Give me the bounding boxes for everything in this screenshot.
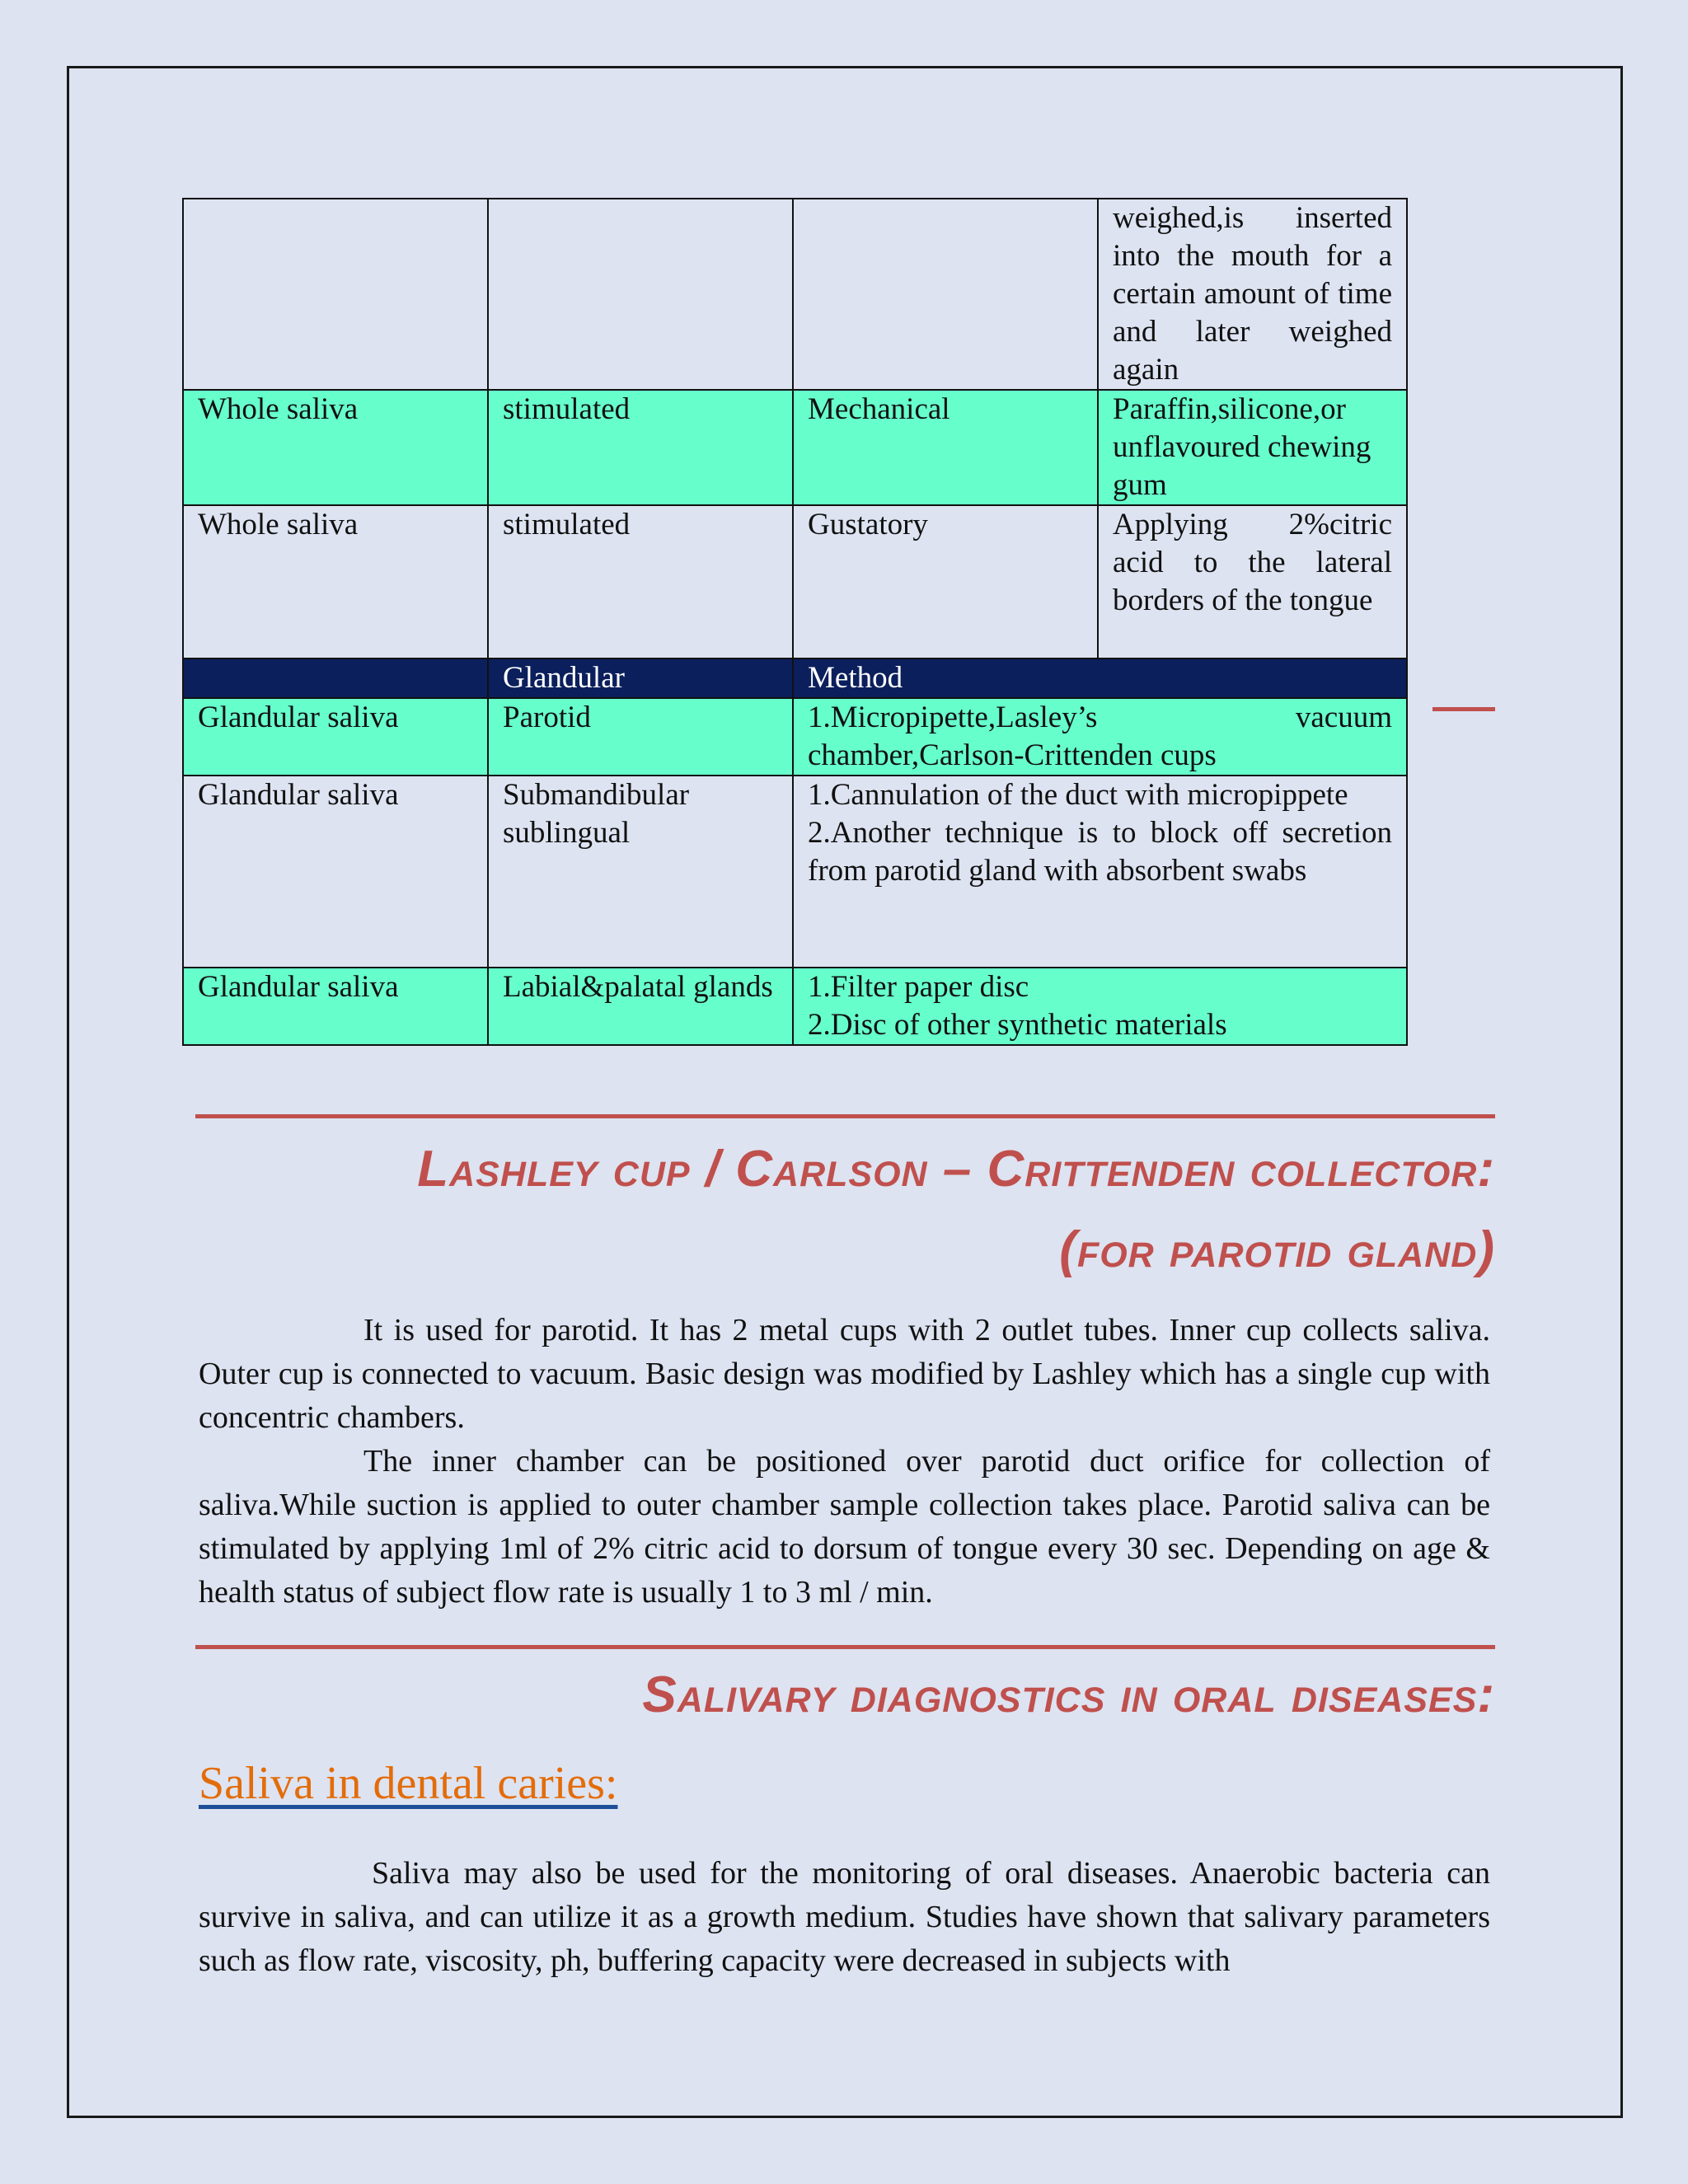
table-row xyxy=(183,776,1407,968)
method-line: 2.Disc of other synthetic materials xyxy=(808,1008,1227,1042)
table-header-cell: Glandular xyxy=(488,658,793,698)
table-header-row xyxy=(183,658,1407,698)
table-cell: Parotid xyxy=(488,698,793,776)
table-cell xyxy=(793,199,1098,390)
table-cell: Paraffin,silicone,or unflavoured chewing gum xyxy=(1098,390,1407,505)
table-row xyxy=(183,968,1407,1045)
table-cell: Submandibular sublingual xyxy=(488,776,793,968)
table-cell: Applying 2%citric acid to the lateral borders of the tongue xyxy=(1098,505,1407,658)
table-row xyxy=(183,390,1407,505)
section-heading-diagnostics: Salivary diagnostics in oral diseases: xyxy=(642,1666,1495,1723)
table-cell: Whole saliva xyxy=(183,505,488,658)
section-heading-lashley: Lashley cup / Carlson – Crittenden collector: (for parotid gland) xyxy=(417,1141,1495,1278)
table-cell xyxy=(488,199,793,390)
table-header-cell xyxy=(183,658,488,698)
table-cell xyxy=(183,199,488,390)
margin-dash xyxy=(1432,707,1495,711)
table-cell: Gustatory xyxy=(793,505,1098,658)
saliva-collection-table xyxy=(182,198,1408,1046)
method-line: 2.Another technique is to block off secretion from parotid gland with absorbent swabs xyxy=(808,816,1392,888)
table-cell: Glandular saliva xyxy=(183,776,488,968)
table-cell: stimulated xyxy=(488,390,793,505)
table-cell: 1.Micropipette,Lasley’s vacuum chamber,Carlson-Crittenden cups xyxy=(793,698,1407,776)
table-cell: Glandular saliva xyxy=(183,698,488,776)
table-cell: weighed,is inserted into the mouth for a certain amount of time and later weighed again xyxy=(1098,199,1407,390)
table-row xyxy=(183,698,1407,776)
table-cell: Whole saliva xyxy=(183,390,488,505)
method-line: 1.Cannulation of the duct with micropippete xyxy=(808,778,1348,812)
table-cell xyxy=(793,776,1407,968)
table-cell: Mechanical xyxy=(793,390,1098,505)
table-cell: stimulated xyxy=(488,505,793,658)
paragraph-dental-caries: Saliva may also be used for the monitoring of oral diseases. Anaerobic bacteria can survive in saliva, and can utilize it as a growth medium. Studies have shown that salivary parameters such as flow rate, viscosity, ph, buffering capacity were decreased in subjects with xyxy=(199,1856,1490,1978)
table-cell: Glandular saliva xyxy=(183,968,488,1045)
paragraph-lashley-2: The inner chamber can be positioned over parotid duct orifice for collection of saliva.While suction is applied to outer chamber sample collection takes place. Parotid saliva can be stimulated by applying 1ml of 2% citric acid to dorsum of tongue every 30 sec. Depending on age & health status of subject flow rate is usually 1 to 3 ml / min. xyxy=(199,1444,1490,1610)
table-cell: Labial&palatal glands xyxy=(488,968,793,1045)
subheading-dental-caries: Saliva in dental caries: xyxy=(199,1758,618,1809)
table-header-cell: Method xyxy=(793,658,1407,698)
table-row xyxy=(183,505,1407,658)
method-line: 1.Filter paper disc xyxy=(808,970,1029,1004)
table-cell xyxy=(793,968,1407,1045)
section-divider xyxy=(195,1645,1495,1649)
section-divider xyxy=(195,1114,1495,1118)
table-row xyxy=(183,199,1407,390)
paragraph-lashley-1: It is used for parotid. It has 2 metal cups with 2 outlet tubes. Inner cup collects saliva. Outer cup is connected to vacuum. Basic design was modified by Lashley which has a single cup with concentric chambers. xyxy=(199,1313,1490,1435)
